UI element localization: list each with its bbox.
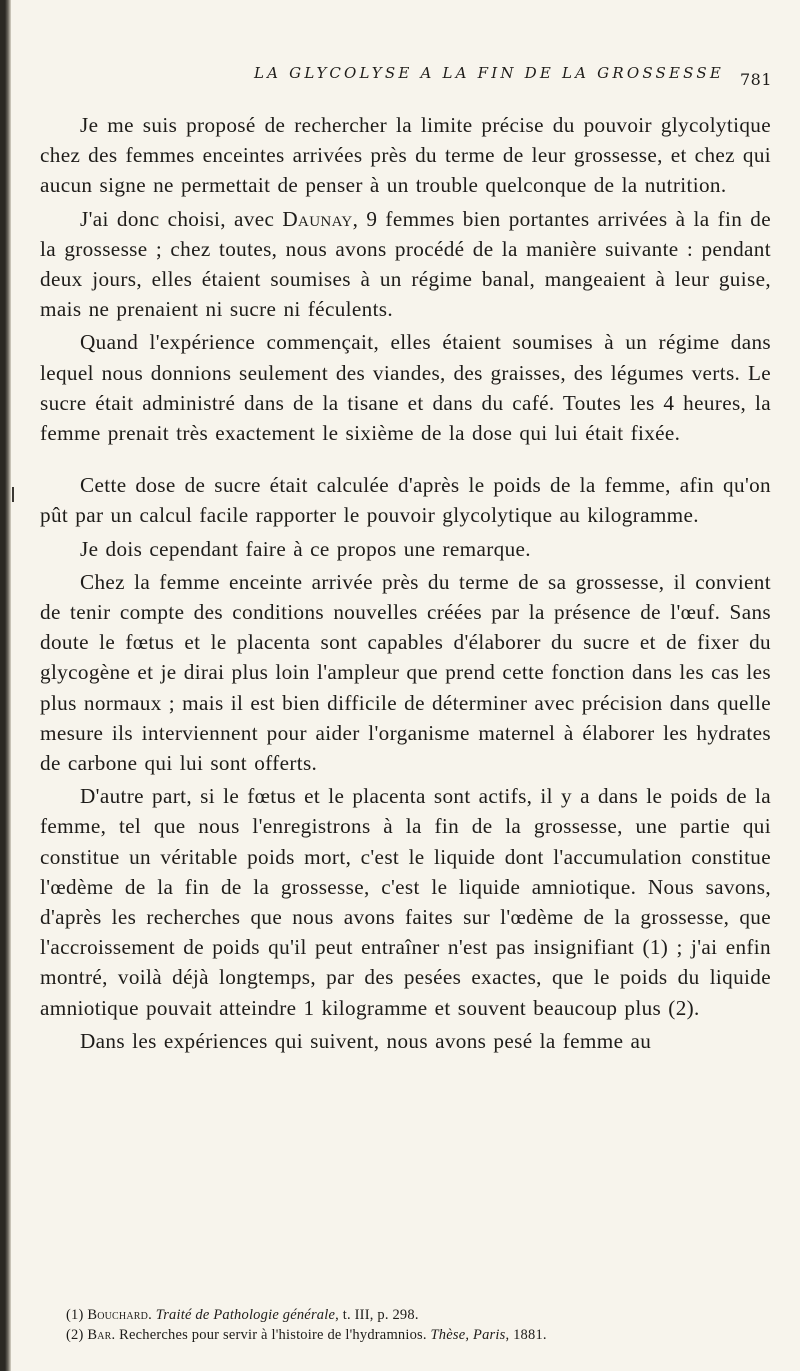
paragraph-3: Quand l'expérience commençait, elles étaient soumises à un régime dans lequel nous donnions seulement des viandes, des graisses, des légumes verts. Le sucre était administré dans de la tisane et dans du café. Toutes les 4 heures, la femme prenait très exactement le sixième de la dose qui lui était fixée. (40, 330, 771, 446)
margin-mark (12, 487, 14, 502)
paragraph-6: Chez la femme enceinte arrivée près du terme de sa grossesse, il convient de tenir compte des conditions nouvelles créées par la présence de l'œuf. Sans doute le fœtus et le placenta sont capables d'élaborer du sucre et de fixer du glycogène et je dirai plus loin l'ampleur que prend cette fonction dans les cas les plus normaux ; mais il est bien difficile de déterminer avec précision dans quelle mesure ils interviennent pour aider l'organisme maternel à élaborer les hydrates de carbone qui lui sont offerts. (40, 569, 771, 776)
page-binding-edge (0, 0, 11, 1371)
paragraph-5: Je dois cependant faire à ce propos une remarque. (80, 536, 531, 561)
footnote-1-title: Traité de Pathologie générale (155, 1307, 336, 1323)
paragraph-2-start: J'ai donc choisi, avec (80, 206, 283, 231)
running-title: LA GLYCOLYSE A LA FIN DE LA GROSSESSE (254, 64, 724, 82)
footnote-2-author: Bar (87, 1326, 112, 1343)
footnote-1-author: Bouchard (87, 1307, 149, 1323)
footnote-1: (1) Bouchard. Traité de Pathologie générale, t. III, p. 298. (66, 1307, 419, 1323)
author-daunay: Daunay (282, 206, 353, 231)
footnote-1-mark: (1) (66, 1307, 84, 1323)
footnote-2 (66, 1326, 776, 1346)
body-text (40, 110, 771, 1056)
paragraph-7: D'autre part, si le fœtus et le placenta sont actifs, il y a dans le poids de la femme, tel que nous l'enregistrons à la fin de la grossesse, une partie qui constitue un véritable poids mort, c'est le liquide dont l'accumulation constitue l'œdème de la fin de la grossesse, c'est le liquide amniotique. Nous savons, d'après les recherches que nous avons faites sur l'œdème de la grossesse, que l'accroissement de poids qu'il peut entraîner n'est pas insignifiant (1) ; j'ai enfin montré, voilà déjà longtemps, par des pesées exactes, que le poids du liquide amniotique pouvait atteindre 1 kilogramme et souvent beaucoup plus (2). (40, 784, 771, 1020)
paragraph-8: Dans les expériences qui suivent, nous avons pesé la femme au (80, 1028, 652, 1053)
footnote-2-mark: (2) (66, 1326, 84, 1343)
footnote-2-italic: Thèse, Paris (430, 1326, 506, 1343)
footnotes (66, 1306, 776, 1345)
paragraph-4: Cette dose de sucre était calculée d'après le poids de la femme, afin qu'on pût par un calcul facile rapporter le pouvoir glycolytique au kilogramme. (40, 473, 771, 528)
footnote-2-year: , 1881. (505, 1326, 547, 1343)
paragraph-2 (40, 204, 771, 325)
footnote-2-text: . Recherches pour servir à l'histoire de l'hydramnios. (111, 1326, 431, 1343)
footnote-1-reference: , t. III, p. 298. (335, 1307, 419, 1323)
paragraph-2-end: , 9 femmes bien portantes arrivées à la fin de la grossesse ; chez toutes, nous avons procédé de la manière suivante : pendant deux jours, elles étaient soumises à un régime banal, mangeaient à leur guise, mais ne prenaient ni sucre ni féculents. (40, 206, 771, 322)
paragraph-1: Je me suis proposé de rechercher la limite précise du pouvoir glycolytique chez des femmes enceintes arrivées près du terme de leur grossesse, et chez qui aucun signe ne permettait de penser à un trouble quelconque de la nutrition. (40, 113, 771, 198)
page-number: 781 (739, 70, 772, 89)
